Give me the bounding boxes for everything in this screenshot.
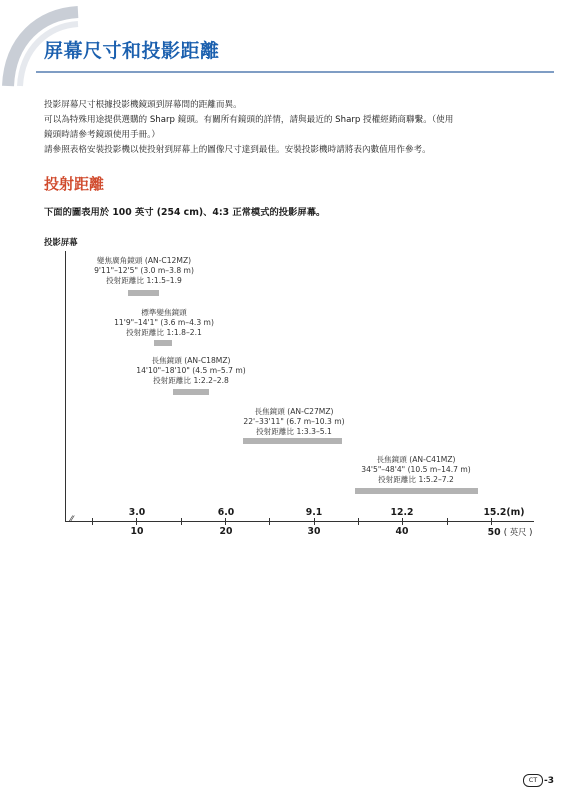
lens-name: 變焦廣角鏡頭 (AN-C12MZ) bbox=[96, 256, 192, 265]
lens-label-ac18mz bbox=[131, 356, 251, 386]
axis-tick bbox=[92, 518, 93, 525]
axis-meter-label: 3.0 bbox=[128, 507, 146, 518]
axis-tick bbox=[402, 518, 403, 525]
axis-meter-label: 9.1 bbox=[305, 507, 323, 518]
intro-line: 請參照表格安裝投影機以使投射到屏幕上的圖像尺寸達到最佳。安裝投影機時請將表內數值用作參考。 bbox=[44, 145, 431, 155]
lens-name: 長焦鏡頭 (AN-C41MZ) bbox=[376, 455, 456, 464]
lens-range: 14'10"–18'10" (4.5 m–5.7 m) bbox=[136, 366, 246, 375]
axis-meter-label: 6.0 bbox=[217, 507, 235, 518]
axis-feet-label: 40 bbox=[395, 526, 409, 537]
axis-tick bbox=[136, 518, 137, 525]
axis-break-icon: ⁄⁄ bbox=[70, 515, 74, 525]
axis-tick bbox=[314, 518, 315, 525]
axis-meter-label: 15.2(m) bbox=[483, 507, 525, 518]
lens-range-bar-ac18mz bbox=[173, 389, 209, 395]
lens-label-ac12mz bbox=[84, 256, 204, 286]
lens-name: 長焦鏡頭 (AN-C18MZ) bbox=[151, 356, 231, 365]
page-number bbox=[523, 774, 554, 787]
intro-text bbox=[44, 98, 544, 158]
axis-tick bbox=[358, 518, 359, 525]
axis-feet-unit: ( 英尺 ) bbox=[503, 527, 533, 537]
lens-ratio: 投射距離比 1:5.2–7.2 bbox=[378, 475, 454, 484]
axis-tick bbox=[491, 518, 492, 525]
lens-range-bar-ac27mz bbox=[243, 438, 342, 444]
lens-ratio: 投射距離比 1:1.5–1.9 bbox=[106, 276, 182, 285]
axis-tick bbox=[447, 518, 448, 525]
intro-line: 可以為特殊用途提供選購的 Sharp 鏡頭。有關所有鏡頭的詳情，請與最近的 Sharp 授權經銷商聯繫。（使用 bbox=[44, 115, 454, 125]
axis-meter-label: 12.2 bbox=[390, 507, 414, 518]
lens-range: 9'11"–12'5" (3.0 m–3.8 m) bbox=[94, 266, 194, 275]
axis-feet-label: 30 bbox=[307, 526, 321, 537]
lens-range-bar-ac12mz bbox=[128, 290, 159, 296]
page-title: 屏幕尺寸和投影距離 bbox=[44, 40, 220, 62]
screen-axis-line bbox=[65, 251, 66, 522]
lens-ratio: 投射距離比 1:1.8–2.1 bbox=[126, 328, 202, 337]
axis-tick bbox=[181, 518, 182, 525]
lens-range: 22'–33'11" (6.7 m–10.3 m) bbox=[243, 417, 345, 426]
header-rule bbox=[36, 71, 554, 73]
screen-label: 投影屏幕 bbox=[44, 237, 78, 247]
lens-label-standard bbox=[104, 308, 224, 338]
intro-line: 投影屏幕尺寸根據投影機鏡頭到屏幕間的距離而異。 bbox=[44, 100, 242, 110]
page-number-value: -3 bbox=[544, 775, 554, 786]
section-title: 投射距離 bbox=[44, 175, 105, 193]
lens-ratio: 投射距離比 1:2.2–2.8 bbox=[153, 376, 229, 385]
lens-label-ac27mz bbox=[234, 407, 354, 437]
axis-tick bbox=[225, 518, 226, 525]
axis-feet-label: 10 bbox=[130, 526, 144, 537]
axis-feet-label: 20 bbox=[219, 526, 233, 537]
section-description: 下面的圖表用於 100 英寸 (254 cm)、4:3 正常模式的投影屏幕。 bbox=[44, 207, 326, 218]
lens-range-bar-standard bbox=[154, 340, 172, 346]
lens-label-ac41mz bbox=[356, 455, 476, 485]
axis-feet-label-last bbox=[488, 526, 533, 538]
axis-feet-value: 50 bbox=[487, 527, 501, 538]
lens-name: 長焦鏡頭 (AN-C27MZ) bbox=[254, 407, 334, 416]
intro-line: 鏡頭時請參考鏡頭使用手冊。） bbox=[44, 130, 161, 140]
lens-name: 標準變焦鏡頭 bbox=[141, 308, 187, 317]
lens-range: 34'5"–48'4" (10.5 m–14.7 m) bbox=[361, 465, 471, 474]
lens-range: 11'9"–14'1" (3.6 m–4.3 m) bbox=[114, 318, 214, 327]
language-badge: CT bbox=[523, 774, 543, 787]
axis-tick bbox=[269, 518, 270, 525]
lens-range-bar-ac41mz bbox=[355, 488, 478, 494]
lens-ratio: 投射距離比 1:3.3–5.1 bbox=[256, 427, 332, 436]
